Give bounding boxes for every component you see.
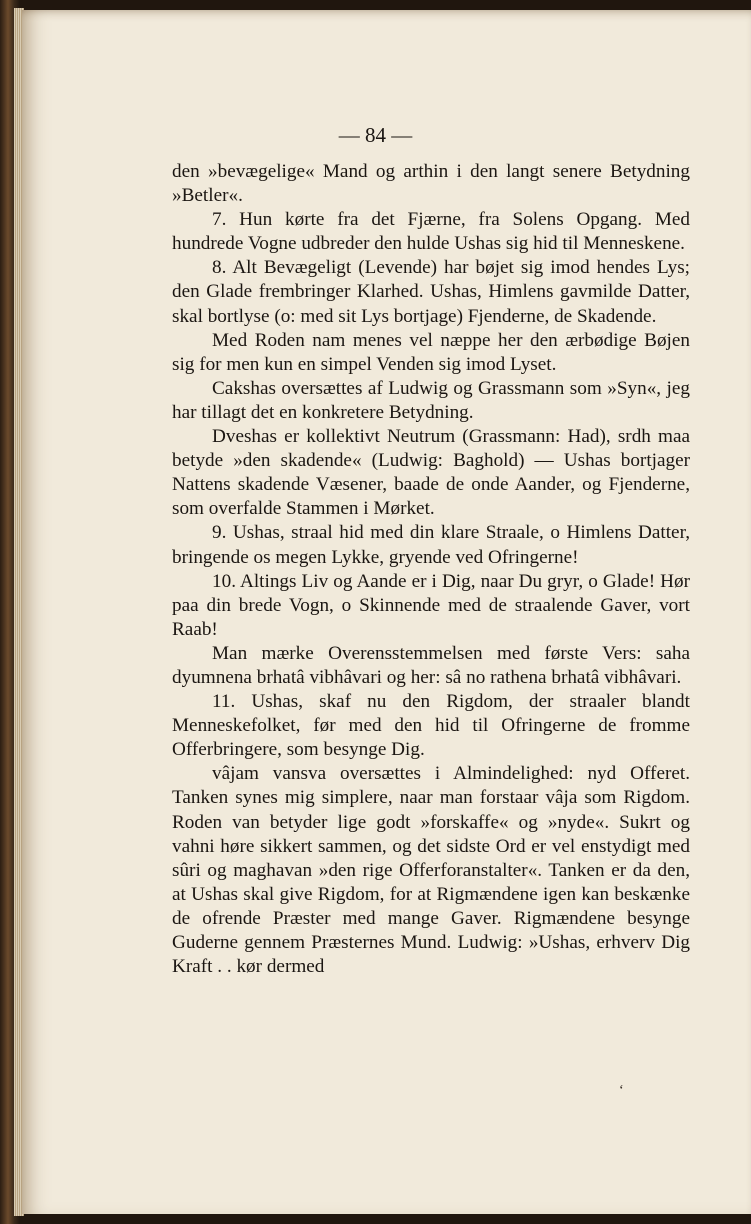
- paragraph-continuation: den »bevægelige« Mand og arthin i den langt senere Betydning »Betler«.: [172, 161, 690, 207]
- commentary-vajam: vâjam vansva oversættes i Almindelighed: nyd Offeret. Tanken synes mig simplere, naar man forstaar vâja som Rigdom. Roden van betyder lige godt »forskaffe« og »nyde«. Sukrt og vahni høre sikkert sammen, og det sidste Ord er vel enstydigt med sûri og maghavan »den rige Offerforanstalter«. Tanken er da den, at Ushas skal give Rigdom, for at Rigmændene igen kan beskænke de ofrende Præster med mange Gaver. Rigmændene besynge Guderne gennem Præsternes Mund. Ludwig: »Ushas, erhverv Dig Kraft . . kør dermed: [172, 763, 690, 978]
- verse-9: 9. Ushas, straal hid med din klare Straale, o Himlens Datter, bringende os megen Lykke, gryende ved Ofringerne!: [172, 522, 690, 568]
- stray-mark: ʻ: [619, 1083, 624, 1098]
- verse-10: 10. Altings Liv og Aande er i Dig, naar Du gryr, o Glade! Hør paa din brede Vogn, o Skinnende med de straalende Gaver, vort Raab!: [172, 570, 690, 640]
- commentary-dveshas: Dveshas er kollektivt Neutrum (Grassmann: Had), srdh maa betyde »den skadende« (Ludwig: Baghold) — Ushas bortjager Nattens skadende Væsener, baade de onde Aander, og Fjenderne, som overfalde Stammen i Mørket.: [172, 426, 690, 520]
- verse-11: 11. Ushas, skaf nu den Rigdom, der straaler blandt Menneskefolket, før med den hid til Ofringerne de fromme Offerbringere, som besynge Dig.: [172, 691, 690, 761]
- commentary-cakshas: Cakshas oversættes af Ludwig og Grassmann som »Syn«, jeg har tillagt det en konkretere Betydning.: [172, 377, 690, 423]
- page-number: — 84 —: [338, 123, 413, 147]
- commentary-verse-comparison: Man mærke Overensstemmelsen med første Vers: saha dyumnena brhatâ vibhâvari og her: sâ no rathena brhatâ vibhâvari.: [172, 642, 690, 688]
- page-body: [172, 160, 690, 979]
- verse-8: 8. Alt Bevægeligt (Levende) har bøjet sig imod hendes Lys; den Glade frembringer Klarhed. Ushas, Himlens gavmilde Datter, skal bortlyse (o: med sit Lys bortjage) Fjenderne, de Skadende.: [172, 257, 690, 327]
- verse-7: 7. Hun kørte fra det Fjærne, fra Solens Opgang. Med hundrede Vogne udbreder den hulde Ushas sig hid til Menneskene.: [172, 209, 690, 255]
- commentary-nam: Med Roden nam menes vel næppe her den ærbødige Bøjen sig for men kun en simpel Venden sig imod Lyset.: [172, 329, 690, 375]
